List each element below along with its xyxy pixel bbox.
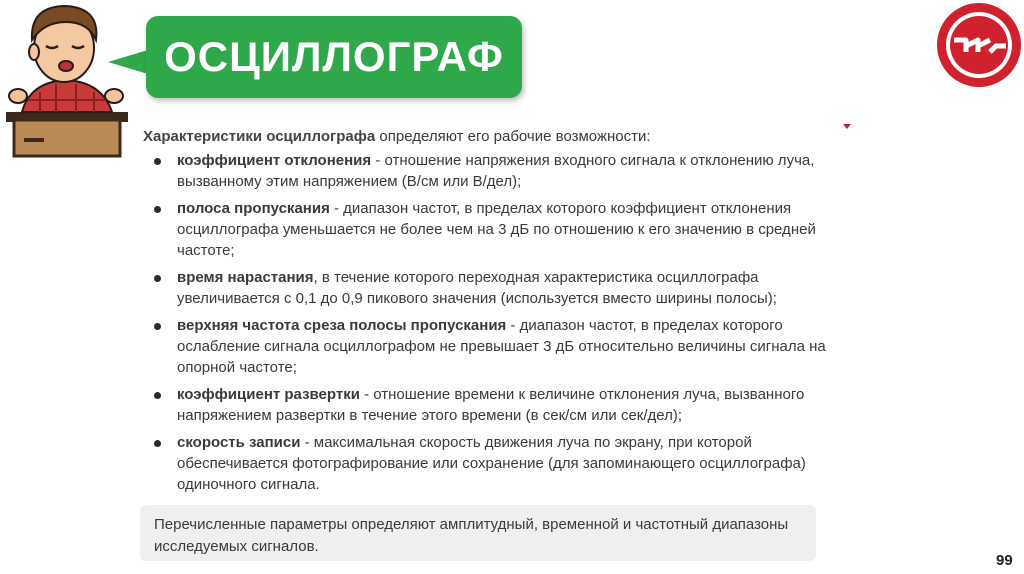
intro-text: определяют его рабочие возможности: [375, 128, 651, 145]
bullet-icon [154, 392, 161, 399]
bullet-icon [154, 275, 161, 282]
bullet-icon [154, 440, 161, 447]
main-content [140, 126, 860, 501]
item-term: скорость записи [177, 434, 301, 451]
page-number: 99 [996, 552, 1013, 569]
item-term: верхняя частота среза полосы пропускания [177, 317, 507, 334]
list-item [140, 267, 837, 309]
intro-bold: Характеристики осциллографа [143, 128, 376, 145]
list-item [140, 198, 837, 261]
item-text: , в течение которого переходная характеристика осциллографа увеличивается с 0,1 до 0,9 пикового значения (используется вместо ширины полосы); [177, 269, 777, 307]
item-term: время нарастания [177, 269, 314, 286]
item-text: - отношение напряжения входного сигнала к отклонению луча, вызванному этим напряжением (В/см или В/дел); [177, 152, 815, 190]
item-term: коэффициент развертки [177, 386, 360, 403]
list-item [140, 432, 837, 495]
item-text: - диапазон частот, в пределах которого ослабление сигнала осциллографом не превышает 3 дБ относительно величины сигнала на опорной частоте; [177, 317, 826, 376]
item-term: полоса пропускания [177, 200, 330, 217]
list-item [140, 315, 837, 378]
list-item [140, 150, 837, 192]
list-item [140, 384, 837, 426]
speech-bubble-tail [108, 50, 148, 74]
bullet-icon [154, 158, 161, 165]
summary-box [140, 505, 816, 561]
brand-logo-icon [934, 0, 1024, 90]
item-text: - диапазон частот, в пределах которого коэффициент отклонения осциллографа уменьшается не более чем на 3 дБ по отношению к его значению в средней частоте; [177, 200, 816, 259]
title-banner [146, 16, 522, 98]
characteristics-list [140, 150, 860, 495]
teacher-mascot-icon [0, 0, 135, 160]
bullet-icon [154, 323, 161, 330]
bullet-icon [154, 206, 161, 213]
item-text: - максимальная скорость движения луча по экрану, при которой обеспечивается фотографирование или сохранение (для запоминающего осциллографа) одиночного сигнала. [177, 434, 806, 493]
intro-paragraph [143, 126, 860, 147]
summary-text: Перечисленные параметры определяют амплитудный, временной и частотный диапазоны исследуемых сигналов. [154, 516, 789, 555]
page-title: ОСЦИЛЛОГРАФ [164, 33, 504, 80]
item-term: коэффициент отклонения [177, 152, 372, 169]
item-text: - отношение времени к величине отклонения луча, вызванного напряжением развертки в течение этого времени (в сек/см или сек/дел); [177, 386, 805, 424]
